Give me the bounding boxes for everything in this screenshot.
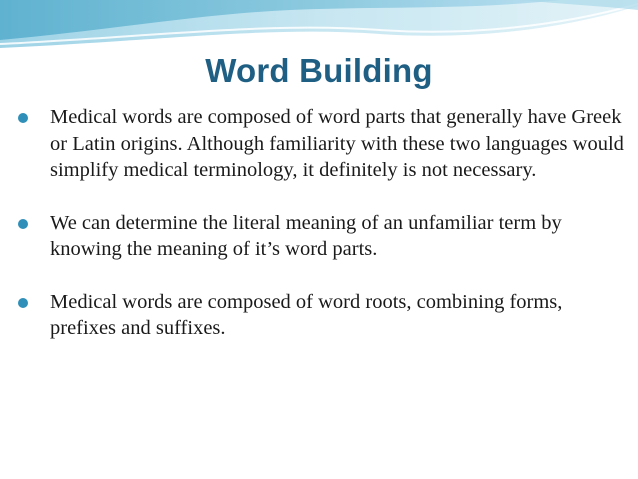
bullet-text-2: We can determine the literal meaning of an unfamiliar term by knowing the meaning of it’s word parts. [50, 211, 562, 260]
bullet-dot-icon [18, 219, 28, 229]
bullet-item-1 [16, 104, 626, 184]
bullet-dot-icon [18, 298, 28, 308]
slide-title: Word Building [205, 52, 433, 89]
bullet-item-2 [16, 210, 626, 263]
bullet-list [16, 104, 626, 368]
bullet-item-3 [16, 289, 626, 342]
bullet-text-3: Medical words are composed of word roots, combining forms, prefixes and suffixes. [50, 290, 563, 339]
bullet-text-1: Medical words are composed of word parts that generally have Greek or Latin origins. Although familiarity with these two languages would simplify medical terminology, it definitely is not necessary. [50, 106, 624, 181]
bullet-dot-icon [18, 113, 28, 123]
